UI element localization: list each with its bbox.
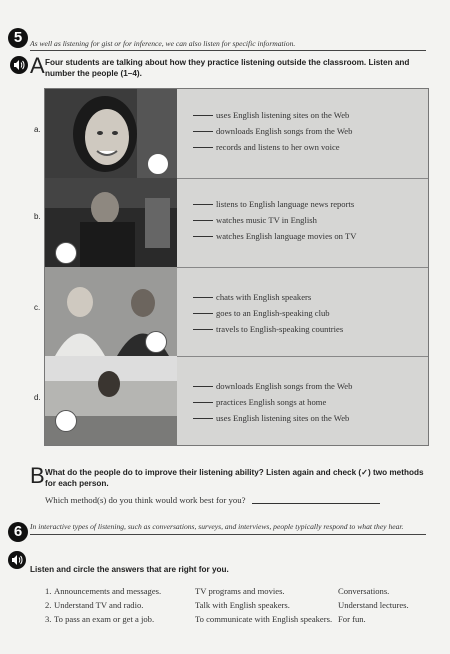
photo-man-sitting xyxy=(45,356,177,445)
items-d xyxy=(193,378,352,426)
answer-option[interactable]: Announcements and messages. xyxy=(54,586,162,596)
photo-two-people xyxy=(45,267,177,356)
items-a xyxy=(193,107,352,155)
answer-option[interactable]: Understand TV and radio. xyxy=(54,600,144,610)
answer-blank[interactable] xyxy=(193,115,213,116)
answer-blank[interactable] xyxy=(193,204,213,205)
audio-icon[interactable] xyxy=(8,551,26,569)
answers-col-2 xyxy=(195,584,335,626)
audio-icon[interactable] xyxy=(10,56,28,74)
answer-option[interactable]: TV programs and movies. xyxy=(195,586,285,596)
row-label-b: b. xyxy=(34,212,41,221)
answer-option[interactable]: Talk with English speakers. xyxy=(195,600,290,610)
items-b xyxy=(193,196,356,244)
item[interactable]: travels to English-speaking countries xyxy=(193,321,343,337)
answers-col-numbers: 1. 2. 3. xyxy=(45,586,52,624)
answer-blank[interactable] xyxy=(193,313,213,314)
row-label-a: a. xyxy=(34,125,41,134)
row-d xyxy=(45,356,428,445)
answer-option[interactable]: For fun. xyxy=(338,614,366,624)
item[interactable]: watches English language movies on TV xyxy=(193,228,356,244)
part-b-letter: B xyxy=(30,463,45,488)
answers-col-3 xyxy=(338,584,409,626)
item[interactable]: uses English listening sites on the Web xyxy=(193,107,352,123)
number-circle-d[interactable] xyxy=(55,410,77,432)
row-a xyxy=(45,89,428,179)
answer-option[interactable]: Conversations. xyxy=(338,586,390,596)
item[interactable]: records and listens to her own voice xyxy=(193,139,352,155)
section-5-number: 5 xyxy=(8,28,28,48)
answer-blank[interactable] xyxy=(193,220,213,221)
answer-option[interactable]: Understand lectures. xyxy=(338,600,409,610)
item[interactable]: listens to English language news reports xyxy=(193,196,356,212)
answer-blank[interactable] xyxy=(193,386,213,387)
number-circle-a[interactable] xyxy=(147,153,169,175)
item[interactable]: uses English listening sites on the Web xyxy=(193,410,352,426)
item[interactable]: practices English songs at home xyxy=(193,394,352,410)
answer-blank[interactable] xyxy=(193,402,213,403)
answer-blank[interactable] xyxy=(193,131,213,132)
answer-blank[interactable] xyxy=(193,236,213,237)
number-circle-b[interactable] xyxy=(55,242,77,264)
part-a-letter: A xyxy=(30,53,45,78)
answer-blank[interactable] xyxy=(193,297,213,298)
answer-blank[interactable] xyxy=(193,329,213,330)
answer-option[interactable]: To pass an exam or get a job. xyxy=(54,614,155,624)
answer-blank[interactable] xyxy=(193,147,213,148)
section-6-number: 6 xyxy=(8,522,28,542)
photo-woman xyxy=(45,89,177,178)
row-b xyxy=(45,178,428,268)
section-6-instruction: Listen and circle the answers that are right for you. xyxy=(30,565,229,574)
number-circle-c[interactable] xyxy=(145,331,167,353)
item[interactable]: chats with English speakers xyxy=(193,289,343,305)
answers-col-1 xyxy=(54,584,161,626)
row-c xyxy=(45,267,428,357)
item[interactable]: watches music TV in English xyxy=(193,212,356,228)
photo-man-headphones xyxy=(45,178,177,267)
section-6-intro: In interactive types of listening, such as conversations, surveys, and interviews, people typically respond to what they hear. xyxy=(30,522,426,535)
listening-grid xyxy=(44,88,429,446)
item[interactable]: goes to an English-speaking club xyxy=(193,305,343,321)
section-5-intro: As well as listening for gist or for inference, we can also listen for specific information. xyxy=(30,39,426,51)
item[interactable]: downloads English songs from the Web xyxy=(193,378,352,394)
item[interactable]: downloads English songs from the Web xyxy=(193,123,352,139)
answer-option[interactable]: To communicate with English speakers. xyxy=(195,614,333,624)
items-c xyxy=(193,289,343,337)
part-a-instruction: Four students are talking about how they practice listening outside the classroom. Listen and number the people (1–4). xyxy=(45,58,410,78)
part-b-question: Which method(s) do you think would work best for you? xyxy=(45,495,425,505)
row-label-d: d. xyxy=(34,393,41,402)
answer-line[interactable] xyxy=(252,503,380,504)
part-b-instruction: What do the people do to improve their listening ability? Listen again and check (✓) two methods for each person. xyxy=(45,468,424,488)
row-label-c: c. xyxy=(34,303,41,312)
answer-blank[interactable] xyxy=(193,418,213,419)
